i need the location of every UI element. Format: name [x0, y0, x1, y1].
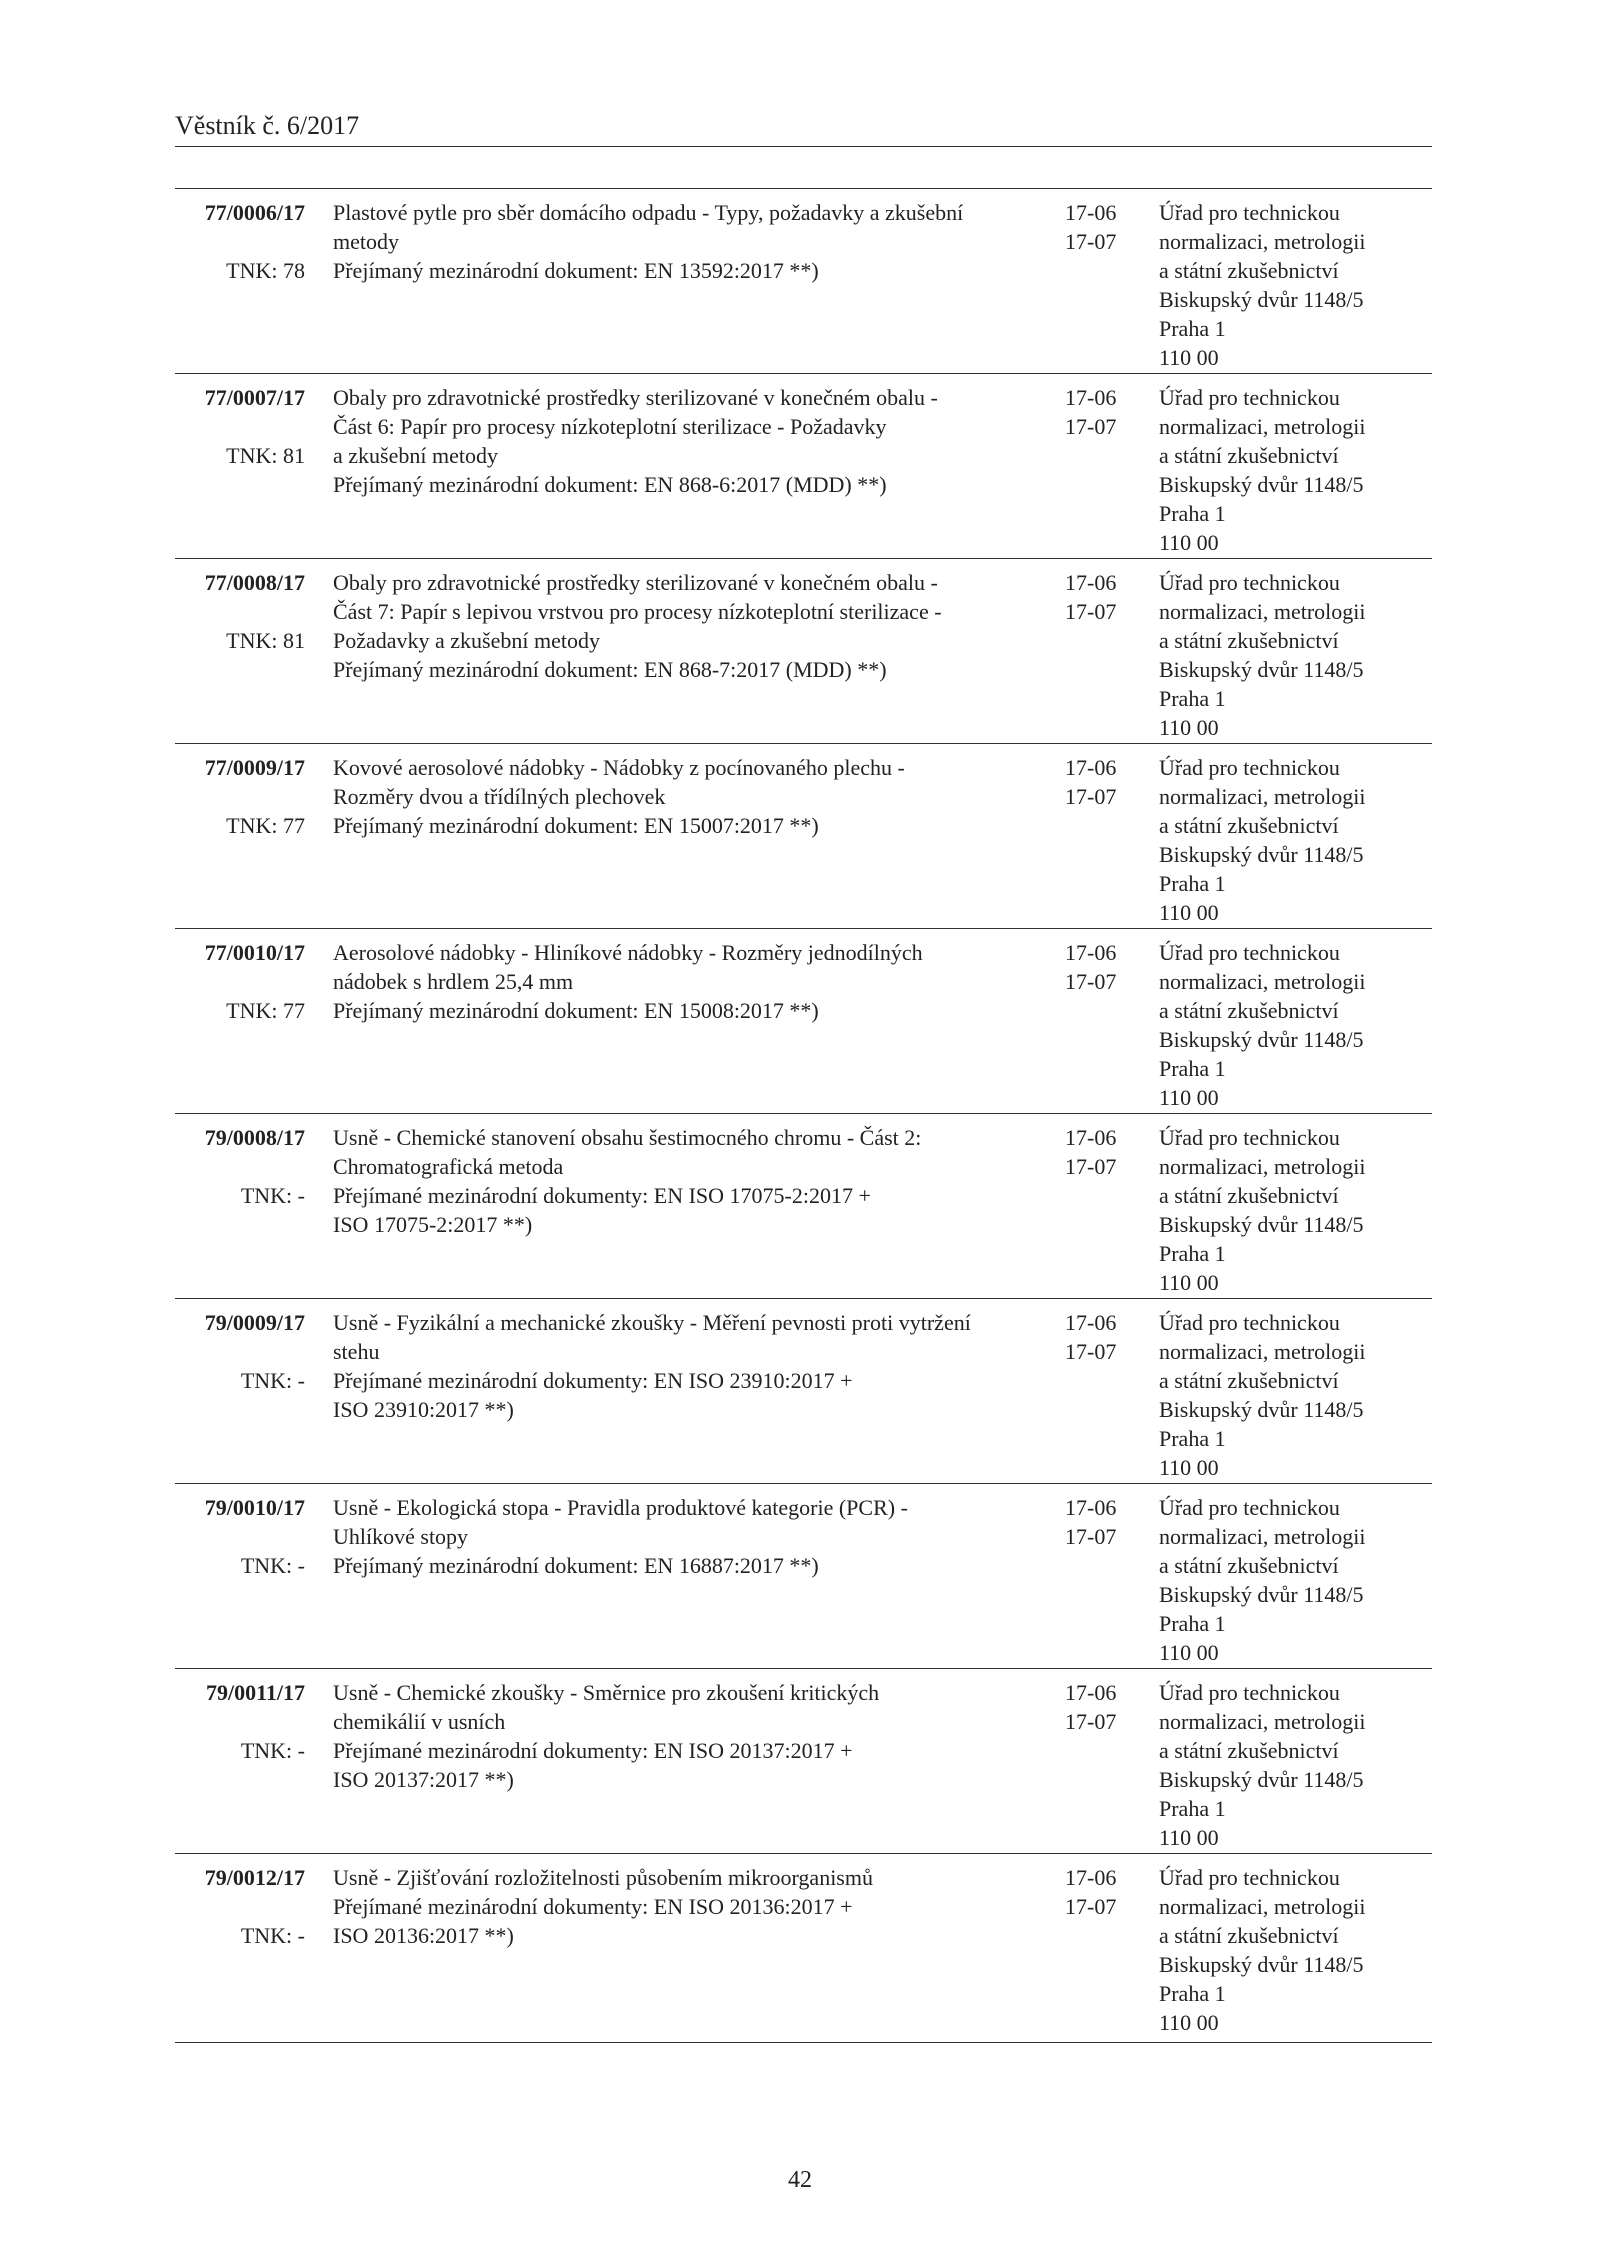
office-address-line: 110 00: [1159, 2010, 1219, 2035]
standard-code-cell: [175, 753, 305, 840]
journal-title: Věstník č. 6/2017: [175, 111, 360, 140]
office-address-line: Praha 1: [1159, 316, 1226, 341]
title-line: ISO 23910:2017 **): [333, 1397, 514, 1422]
office-address-line: Biskupský dvůr 1148/5: [1159, 1212, 1364, 1237]
date-value: 17-07: [1065, 969, 1117, 994]
tnk-label: TNK: 81: [226, 443, 305, 468]
title-line: Přejímané mezinárodní dokumenty: EN ISO 20136:2017 +: [333, 1894, 853, 1919]
tnk-label: TNK: 77: [226, 998, 305, 1023]
standard-code-cell: [175, 198, 305, 285]
table-row: [175, 1299, 1432, 1484]
office-address-line: Praha 1: [1159, 686, 1226, 711]
standard-number: 79/0009/17: [204, 1310, 305, 1335]
table-row: [175, 929, 1432, 1114]
office-address-line: normalizaci, metrologii: [1159, 1524, 1366, 1549]
standard-code-cell: [175, 938, 305, 1025]
office-address-line: Biskupský dvůr 1148/5: [1159, 657, 1364, 682]
office-address-line: Biskupský dvůr 1148/5: [1159, 1027, 1364, 1052]
tnk-label: TNK: -: [240, 1738, 305, 1763]
date-value: 17-07: [1065, 1524, 1117, 1549]
date-value: 17-07: [1065, 414, 1117, 439]
dates-cell: [1065, 383, 1145, 441]
date-value: 17-07: [1065, 784, 1117, 809]
office-address-line: Úřad pro technickou: [1159, 1310, 1340, 1335]
office-address-line: a státní zkušebnictví: [1159, 1923, 1339, 1948]
office-address-line: Praha 1: [1159, 1796, 1226, 1821]
office-address-line: Úřad pro technickou: [1159, 940, 1340, 965]
office-address-line: Praha 1: [1159, 1241, 1226, 1266]
title-line: nádobek s hrdlem 25,4 mm: [333, 969, 574, 994]
office-address-line: normalizaci, metrologii: [1159, 599, 1366, 624]
dates-cell: [1065, 198, 1145, 256]
tnk-label: TNK: -: [240, 1368, 305, 1393]
office-address-line: a státní zkušebnictví: [1159, 1738, 1339, 1763]
page-header: [175, 110, 1432, 147]
standards-table: [175, 188, 1432, 2043]
office-address-line: a státní zkušebnictví: [1159, 628, 1339, 653]
title-line: Aerosolové nádobky - Hliníkové nádobky - Rozměry jednodílných: [333, 940, 923, 965]
dates-cell: [1065, 753, 1145, 811]
title-line: Část 7: Papír s lepivou vrstvou pro procesy nízkoteplotní sterilizace -: [333, 599, 942, 624]
dates-cell: [1065, 1678, 1145, 1736]
office-address-line: Biskupský dvůr 1148/5: [1159, 1952, 1364, 1977]
dates-cell: [1065, 1863, 1145, 1921]
date-value: 17-06: [1065, 1310, 1117, 1335]
office-address-line: 110 00: [1159, 1825, 1219, 1850]
office-address-line: Biskupský dvůr 1148/5: [1159, 1582, 1364, 1607]
office-address-cell: [1159, 383, 1432, 557]
date-value: 17-06: [1065, 940, 1117, 965]
standard-code-cell: [175, 383, 305, 470]
title-line: Přejímaný mezinárodní dokument: EN 16887:2017 **): [333, 1553, 819, 1578]
table-row: [175, 1854, 1432, 2043]
office-address-line: Biskupský dvůr 1148/5: [1159, 1397, 1364, 1422]
tnk-label: TNK: -: [240, 1923, 305, 1948]
tnk-label: TNK: 77: [226, 813, 305, 838]
standard-number: 77/0006/17: [204, 200, 305, 225]
standard-number: 77/0009/17: [204, 755, 305, 780]
office-address-line: Praha 1: [1159, 871, 1226, 896]
office-address-line: Úřad pro technickou: [1159, 1125, 1340, 1150]
office-address-line: Praha 1: [1159, 501, 1226, 526]
office-address-line: Úřad pro technickou: [1159, 200, 1340, 225]
standard-number: 79/0011/17: [205, 1680, 305, 1705]
office-address-line: a státní zkušebnictví: [1159, 1553, 1339, 1578]
office-address-line: Biskupský dvůr 1148/5: [1159, 842, 1364, 867]
dates-cell: [1065, 1123, 1145, 1181]
office-address-line: normalizaci, metrologii: [1159, 1894, 1366, 1919]
office-address-line: Úřad pro technickou: [1159, 755, 1340, 780]
title-line: chemikálií v usních: [333, 1709, 506, 1734]
dates-cell: [1065, 1493, 1145, 1551]
office-address-line: a státní zkušebnictví: [1159, 1368, 1339, 1393]
office-address-line: a státní zkušebnictví: [1159, 1183, 1339, 1208]
title-line: Přejímaný mezinárodní dokument: EN 13592:2017 **): [333, 258, 819, 283]
title-line: Usně - Chemické stanovení obsahu šestimocného chromu - Část 2:: [333, 1125, 922, 1150]
date-value: 17-07: [1065, 1894, 1117, 1919]
office-address-line: a státní zkušebnictví: [1159, 258, 1339, 283]
office-address-line: 110 00: [1159, 1640, 1219, 1665]
title-line: Usně - Zjišťování rozložitelnosti působením mikroorganismů: [333, 1865, 873, 1890]
office-address-line: a státní zkušebnictví: [1159, 998, 1339, 1023]
office-address-line: Praha 1: [1159, 1981, 1226, 2006]
standard-number: 77/0008/17: [204, 570, 305, 595]
standard-code-cell: [175, 568, 305, 655]
office-address-cell: [1159, 1863, 1432, 2037]
date-value: 17-06: [1065, 1865, 1117, 1890]
title-line: Kovové aerosolové nádobky - Nádobky z pocínovaného plechu -: [333, 755, 905, 780]
title-line: Požadavky a zkušební metody: [333, 628, 600, 653]
date-value: 17-06: [1065, 385, 1117, 410]
date-value: 17-07: [1065, 229, 1117, 254]
standard-number: 77/0007/17: [204, 385, 305, 410]
standard-number: 79/0012/17: [204, 1865, 305, 1890]
office-address-line: normalizaci, metrologii: [1159, 1154, 1366, 1179]
date-value: 17-06: [1065, 1125, 1117, 1150]
title-line: ISO 20137:2017 **): [333, 1767, 514, 1792]
title-line: Přejímaný mezinárodní dokument: EN 15008:2017 **): [333, 998, 819, 1023]
tnk-label: TNK: 81: [226, 628, 305, 653]
title-line: Obaly pro zdravotnické prostředky sterilizované v konečném obalu -: [333, 570, 938, 595]
office-address-line: normalizaci, metrologii: [1159, 229, 1366, 254]
date-value: 17-07: [1065, 1709, 1117, 1734]
title-line: Přejímaný mezinárodní dokument: EN 15007:2017 **): [333, 813, 819, 838]
title-line: Usně - Fyzikální a mechanické zkoušky - Měření pevnosti proti vytržení: [333, 1310, 971, 1335]
title-line: stehu: [333, 1339, 380, 1364]
office-address-cell: [1159, 1308, 1432, 1482]
title-line: Přejímaný mezinárodní dokument: EN 868-7:2017 (MDD) **): [333, 657, 887, 682]
office-address-line: Biskupský dvůr 1148/5: [1159, 287, 1364, 312]
standard-code-cell: [175, 1863, 305, 1950]
tnk-label: TNK: 78: [226, 258, 305, 283]
table-row: [175, 374, 1432, 559]
office-address-cell: [1159, 198, 1432, 372]
date-value: 17-07: [1065, 1154, 1117, 1179]
office-address-line: Úřad pro technickou: [1159, 1865, 1340, 1890]
office-address-line: Praha 1: [1159, 1611, 1226, 1636]
date-value: 17-07: [1065, 1339, 1117, 1364]
title-line: Přejímané mezinárodní dokumenty: EN ISO 20137:2017 +: [333, 1738, 853, 1763]
title-line: Usně - Ekologická stopa - Pravidla produktové kategorie (PCR) -: [333, 1495, 908, 1520]
table-row: [175, 1484, 1432, 1669]
office-address-line: normalizaci, metrologii: [1159, 784, 1366, 809]
title-line: Obaly pro zdravotnické prostředky sterilizované v konečném obalu -: [333, 385, 938, 410]
standard-code-cell: [175, 1493, 305, 1580]
tnk-label: TNK: -: [240, 1183, 305, 1208]
office-address-line: Úřad pro technickou: [1159, 1495, 1340, 1520]
date-value: 17-06: [1065, 200, 1117, 225]
standard-code-cell: [175, 1308, 305, 1395]
title-line: Přejímané mezinárodní dokumenty: EN ISO 17075-2:2017 +: [333, 1183, 871, 1208]
office-address-line: 110 00: [1159, 900, 1219, 925]
table-row: [175, 189, 1432, 374]
table-row: [175, 1669, 1432, 1854]
office-address-line: a státní zkušebnictví: [1159, 813, 1339, 838]
office-address-line: 110 00: [1159, 1455, 1219, 1480]
standard-number: 77/0010/17: [204, 940, 305, 965]
office-address-line: Praha 1: [1159, 1426, 1226, 1451]
office-address-line: Úřad pro technickou: [1159, 1680, 1340, 1705]
title-line: a zkušební metody: [333, 443, 498, 468]
office-address-line: normalizaci, metrologii: [1159, 1339, 1366, 1364]
office-address-line: a státní zkušebnictví: [1159, 443, 1339, 468]
title-line: Přejímaný mezinárodní dokument: EN 868-6:2017 (MDD) **): [333, 472, 887, 497]
office-address-line: Biskupský dvůr 1148/5: [1159, 1767, 1364, 1792]
dates-cell: [1065, 568, 1145, 626]
office-address-line: Biskupský dvůr 1148/5: [1159, 472, 1364, 497]
office-address-cell: [1159, 1493, 1432, 1667]
date-value: 17-07: [1065, 599, 1117, 624]
table-row: [175, 559, 1432, 744]
date-value: 17-06: [1065, 755, 1117, 780]
table-row: [175, 744, 1432, 929]
title-line: Chromatografická metoda: [333, 1154, 564, 1179]
office-address-cell: [1159, 938, 1432, 1112]
title-line: Část 6: Papír pro procesy nízkoteplotní sterilizace - Požadavky: [333, 414, 887, 439]
table-row: [175, 1114, 1432, 1299]
standard-number: 79/0010/17: [204, 1495, 305, 1520]
standard-number: 79/0008/17: [204, 1125, 305, 1150]
office-address-line: normalizaci, metrologii: [1159, 1709, 1366, 1734]
date-value: 17-06: [1065, 570, 1117, 595]
standard-code-cell: [175, 1678, 305, 1765]
office-address-cell: [1159, 568, 1432, 742]
title-line: Uhlíkové stopy: [333, 1524, 469, 1549]
office-address-line: normalizaci, metrologii: [1159, 414, 1366, 439]
office-address-line: 110 00: [1159, 530, 1219, 555]
title-line: Plastové pytle pro sběr domácího odpadu - Typy, požadavky a zkušební: [333, 200, 964, 225]
office-address-line: normalizaci, metrologii: [1159, 969, 1366, 994]
office-address-line: 110 00: [1159, 1270, 1219, 1295]
office-address-line: Praha 1: [1159, 1056, 1226, 1081]
office-address-line: Úřad pro technickou: [1159, 570, 1340, 595]
page-number: 42: [788, 2167, 812, 2193]
title-line: Rozměry dvou a třídílných plechovek: [333, 784, 666, 809]
standard-code-cell: [175, 1123, 305, 1210]
tnk-label: TNK: -: [240, 1553, 305, 1578]
office-address-cell: [1159, 1123, 1432, 1297]
title-line: ISO 20136:2017 **): [333, 1923, 514, 1948]
office-address-cell: [1159, 1678, 1432, 1852]
office-address-cell: [1159, 753, 1432, 927]
office-address-line: 110 00: [1159, 1085, 1219, 1110]
office-address-line: 110 00: [1159, 715, 1219, 740]
date-value: 17-06: [1065, 1680, 1117, 1705]
title-line: Usně - Chemické zkoušky - Směrnice pro zkoušení kritických: [333, 1680, 880, 1705]
title-line: ISO 17075-2:2017 **): [333, 1212, 533, 1237]
title-line: Přejímané mezinárodní dokumenty: EN ISO 23910:2017 +: [333, 1368, 853, 1393]
dates-cell: [1065, 938, 1145, 996]
dates-cell: [1065, 1308, 1145, 1366]
date-value: 17-06: [1065, 1495, 1117, 1520]
office-address-line: Úřad pro technickou: [1159, 385, 1340, 410]
office-address-line: 110 00: [1159, 345, 1219, 370]
title-line: metody: [333, 229, 399, 254]
